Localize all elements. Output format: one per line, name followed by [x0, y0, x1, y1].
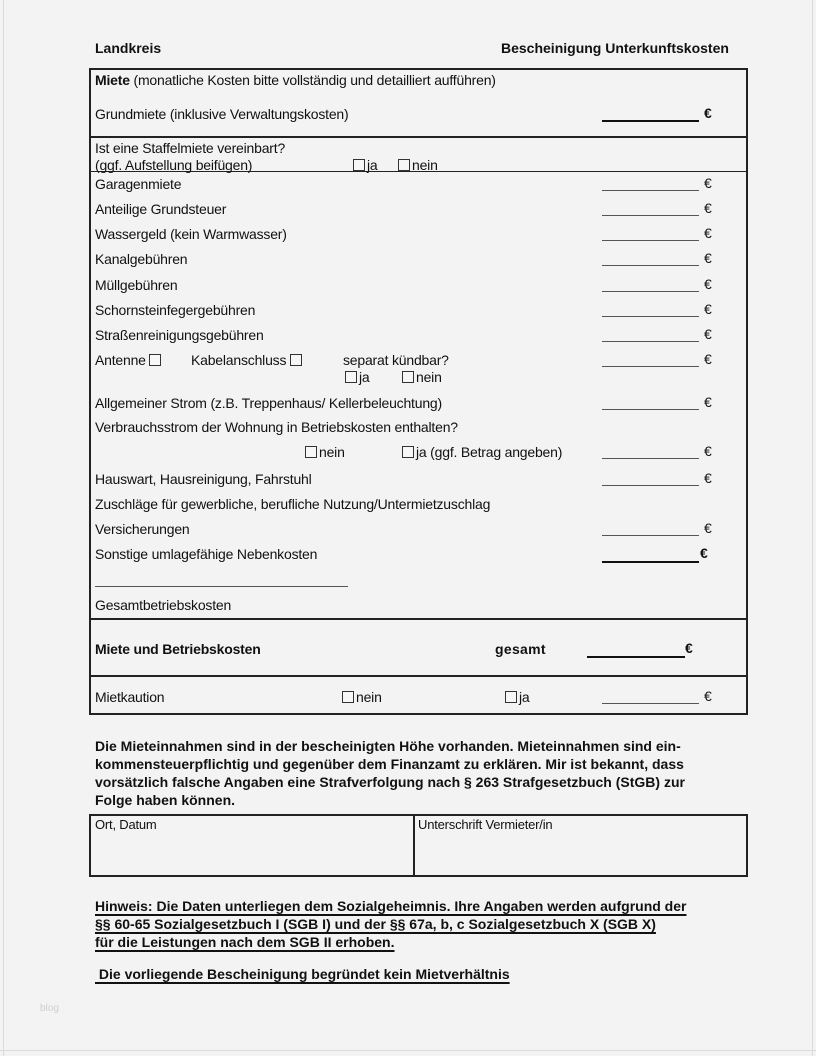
verbrauch-yes-option[interactable]: ja (ggf. Betrag angeben) — [402, 444, 562, 460]
cost-item-label: Kanalgebühren — [95, 251, 188, 267]
kaution-yes-option[interactable]: ja — [505, 689, 530, 705]
miete-heading — [95, 72, 496, 88]
euro-sign: € — [704, 301, 712, 317]
euro-sign: € — [704, 443, 712, 459]
cost-item-label: Garagenmiete — [95, 176, 182, 192]
cost-item-input[interactable] — [602, 315, 699, 317]
euro-sign: € — [704, 326, 712, 342]
verbrauch-question: Verbrauchsstrom der Wohnung in Betriebskosten enthalten? — [95, 419, 458, 435]
kuendbar-question: separat kündbar? — [343, 352, 449, 368]
checkbox[interactable] — [353, 159, 365, 171]
watermark: blog — [40, 1003, 59, 1014]
checkbox[interactable] — [305, 446, 317, 458]
cost-item-input[interactable] — [602, 560, 699, 563]
total-label: Miete und Betriebskosten — [95, 641, 261, 657]
no-tenancy-notice: Die vorliegende Bescheinigung begründet kein Mietverhältnis — [95, 966, 510, 982]
checkbox[interactable] — [290, 354, 302, 366]
cost-item-input[interactable] — [602, 484, 699, 486]
page-edge — [3, 0, 4, 1056]
strom-input[interactable] — [602, 408, 699, 410]
checkbox[interactable] — [149, 354, 161, 366]
strom-label: Allgemeiner Strom (z.B. Treppenhaus/ Kellerbeleuchtung) — [95, 395, 442, 411]
kaution-no-option[interactable]: nein — [342, 689, 382, 705]
divider — [413, 814, 415, 877]
euro-sign: € — [704, 688, 712, 704]
checkbox[interactable] — [342, 691, 354, 703]
staffel-yes-option[interactable]: ja — [353, 157, 378, 173]
gesamtbetrieb-input[interactable] — [95, 585, 348, 587]
euro-sign: € — [704, 470, 712, 486]
antenne-input[interactable] — [602, 365, 699, 367]
checkbox[interactable] — [402, 371, 414, 383]
cost-item-label: Versicherungen — [95, 521, 190, 537]
kaution-label: Mietkaution — [95, 689, 165, 705]
place-date-label: Ort, Datum — [95, 817, 157, 832]
cost-item-input[interactable] — [602, 239, 699, 241]
cost-item-input[interactable] — [602, 264, 699, 266]
kabel-option[interactable]: Kabelanschluss — [191, 352, 304, 368]
header-landkreis: Landkreis — [95, 40, 162, 56]
privacy-notice: Hinweis: Die Daten unterliegen dem Sozialgeheimnis. Ihre Angaben werden aufgrund der §§ 60-65 Sozialgesetzbuch I (SGB I) und der §§ 67a, b, c Sozialgesetzbuch X (SGB X) für die Leistungen nach dem SGB II erhoben. — [95, 898, 687, 950]
staffel-question: Ist eine Staffelmiete vereinbart? — [95, 140, 286, 156]
cost-item-label: Müllgebühren — [95, 277, 178, 293]
verbrauch-input[interactable] — [602, 457, 699, 459]
grundmiete-input[interactable] — [602, 119, 699, 122]
cost-item-input[interactable] — [602, 290, 699, 292]
divider — [89, 675, 748, 677]
euro-sign: € — [704, 394, 712, 410]
cost-item-label: Schornsteinfegergebühren — [95, 302, 256, 318]
gesamtbetrieb-label: Gesamtbetriebskosten — [95, 597, 232, 613]
cost-item-label: Wassergeld (kein Warmwasser) — [95, 226, 287, 242]
cost-item-input[interactable] — [602, 189, 699, 191]
miete-title: Miete — [95, 72, 130, 88]
cost-item-input[interactable] — [602, 340, 699, 342]
signature-label: Unterschrift Vermieter/in — [418, 817, 553, 832]
cost-item-label: Anteilige Grundsteuer — [95, 201, 227, 217]
cost-item-label: Hauswart, Hausreinigung, Fahrstuhl — [95, 471, 312, 487]
checkbox[interactable] — [402, 446, 414, 458]
place-date-field[interactable] — [92, 836, 410, 874]
divider — [89, 618, 748, 620]
euro-sign: € — [704, 276, 712, 292]
grundmiete-label: Grundmiete (inklusive Verwaltungskosten) — [95, 106, 349, 122]
euro-sign: € — [700, 545, 708, 561]
page-edge — [812, 0, 813, 1056]
euro-sign: € — [704, 200, 712, 216]
verbrauch-no-option[interactable]: nein — [305, 444, 345, 460]
antenne-option[interactable]: Antenne — [95, 352, 163, 368]
miete-subtitle: (monatliche Kosten bitte vollständig und detailliert aufführen) — [133, 72, 496, 88]
staffel-no-option[interactable]: nein — [398, 157, 438, 173]
checkbox[interactable] — [505, 691, 517, 703]
total-input[interactable] — [587, 655, 685, 658]
checkbox[interactable] — [398, 159, 410, 171]
page-edge — [0, 1050, 816, 1051]
cost-item-label: Straßenreinigungsgebühren — [95, 327, 264, 343]
euro-sign: € — [704, 351, 712, 367]
kuendbar-no-option[interactable]: nein — [402, 369, 442, 385]
euro-sign: € — [704, 250, 712, 266]
euro-sign: € — [685, 640, 693, 656]
checkbox[interactable] — [345, 371, 357, 383]
euro-sign: € — [704, 105, 712, 121]
kaution-input[interactable] — [602, 702, 699, 704]
total-gesamt-label: gesamt — [495, 641, 546, 657]
staffel-note: (ggf. Aufstellung beifügen) — [95, 157, 253, 173]
kuendbar-yes-option[interactable]: ja — [345, 369, 370, 385]
euro-sign: € — [704, 225, 712, 241]
cost-item-input[interactable] — [602, 214, 699, 216]
signature-field[interactable] — [416, 836, 745, 874]
cost-item-input[interactable] — [602, 534, 699, 536]
declaration-text: Die Mieteinnahmen sind in der bescheinigten Höhe vorhanden. Mieteinnahmen sind ein- kommensteuerpflichtig und gegenüber dem Finanzamt zu erklären. Mir ist bekannt, dass vorsätzlich falsche Angaben eine Strafverfolgung nach § 263 Strafgesetzbuch (StGB) zur Folge haben können. — [95, 738, 685, 808]
euro-sign: € — [704, 520, 712, 536]
divider — [89, 136, 748, 138]
cost-item-label: Zuschläge für gewerbliche, berufliche Nutzung/Untermietzuschlag — [95, 496, 491, 512]
header-title: Bescheinigung Unterkunftskosten — [501, 40, 729, 56]
euro-sign: € — [704, 175, 712, 191]
cost-item-label: Sonstige umlagefähige Nebenkosten — [95, 546, 318, 562]
